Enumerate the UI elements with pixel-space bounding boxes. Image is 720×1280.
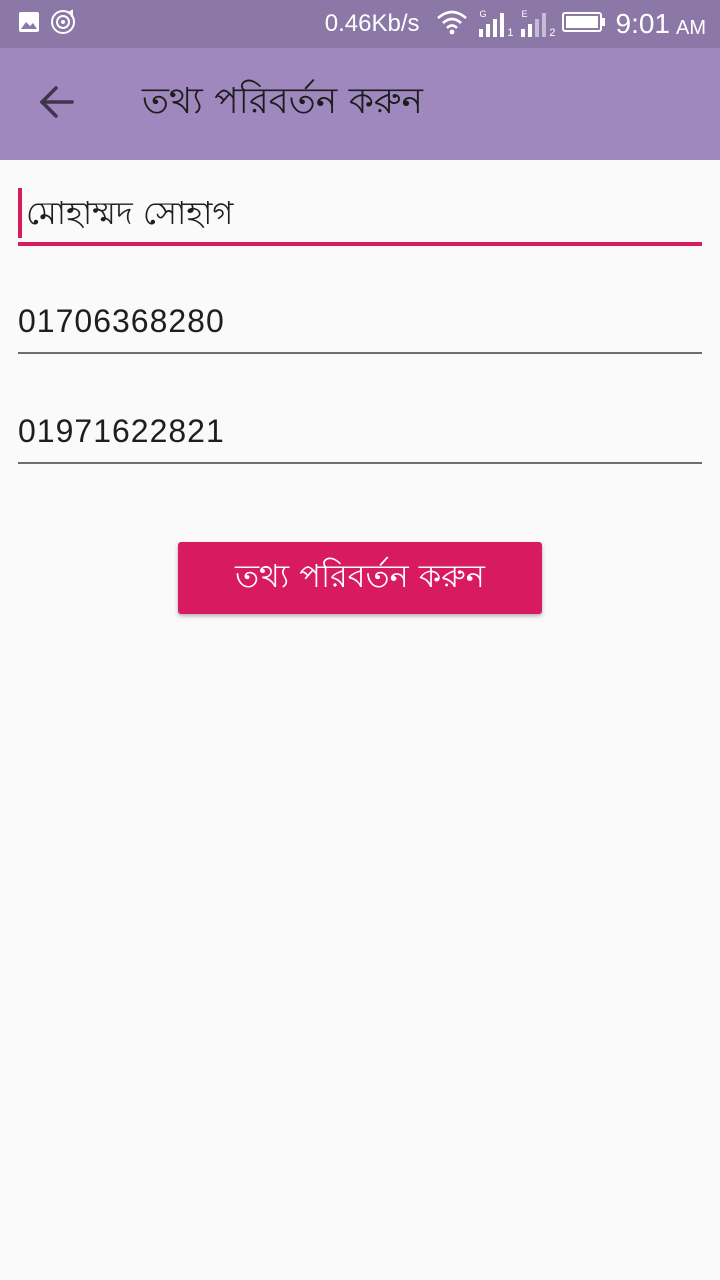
back-button[interactable] [28, 78, 84, 130]
name-input[interactable] [18, 188, 702, 238]
phone2-input[interactable] [18, 406, 702, 456]
status-indicators [325, 0, 706, 48]
page-title: তথ্য পরিবর্তন করুন [142, 81, 424, 122]
arrow-back-icon [36, 82, 76, 126]
clock-ampm: AM [676, 16, 706, 39]
sim2-slot: 2 [549, 27, 556, 39]
phone1-input[interactable] [18, 296, 702, 346]
phone1-field [18, 296, 702, 354]
phone2-field-underline [18, 462, 702, 464]
signal-sim1-icon [478, 9, 514, 39]
name-field [18, 188, 702, 246]
sim1-network-type: G [479, 9, 487, 19]
phone1-field-underline [18, 352, 702, 354]
signal-sim2-icon [520, 9, 556, 39]
phone2-field [18, 406, 702, 464]
name-field-underline [18, 242, 702, 246]
sim2-network-type: E [521, 9, 528, 19]
image-notification-icon [18, 11, 40, 37]
clock-time: 9:01 [615, 8, 670, 39]
status-bar [0, 0, 720, 48]
sim1-slot: 1 [507, 27, 514, 39]
app-bar [0, 48, 720, 160]
notification-icons [18, 12, 76, 36]
battery-icon [562, 11, 606, 37]
wifi-icon [436, 9, 468, 39]
network-speed: 0.46Kb/s [324, 10, 420, 37]
music-notification-icon [50, 9, 76, 39]
update-info-button[interactable]: তথ্য পরিবর্তন করুন [178, 542, 542, 614]
